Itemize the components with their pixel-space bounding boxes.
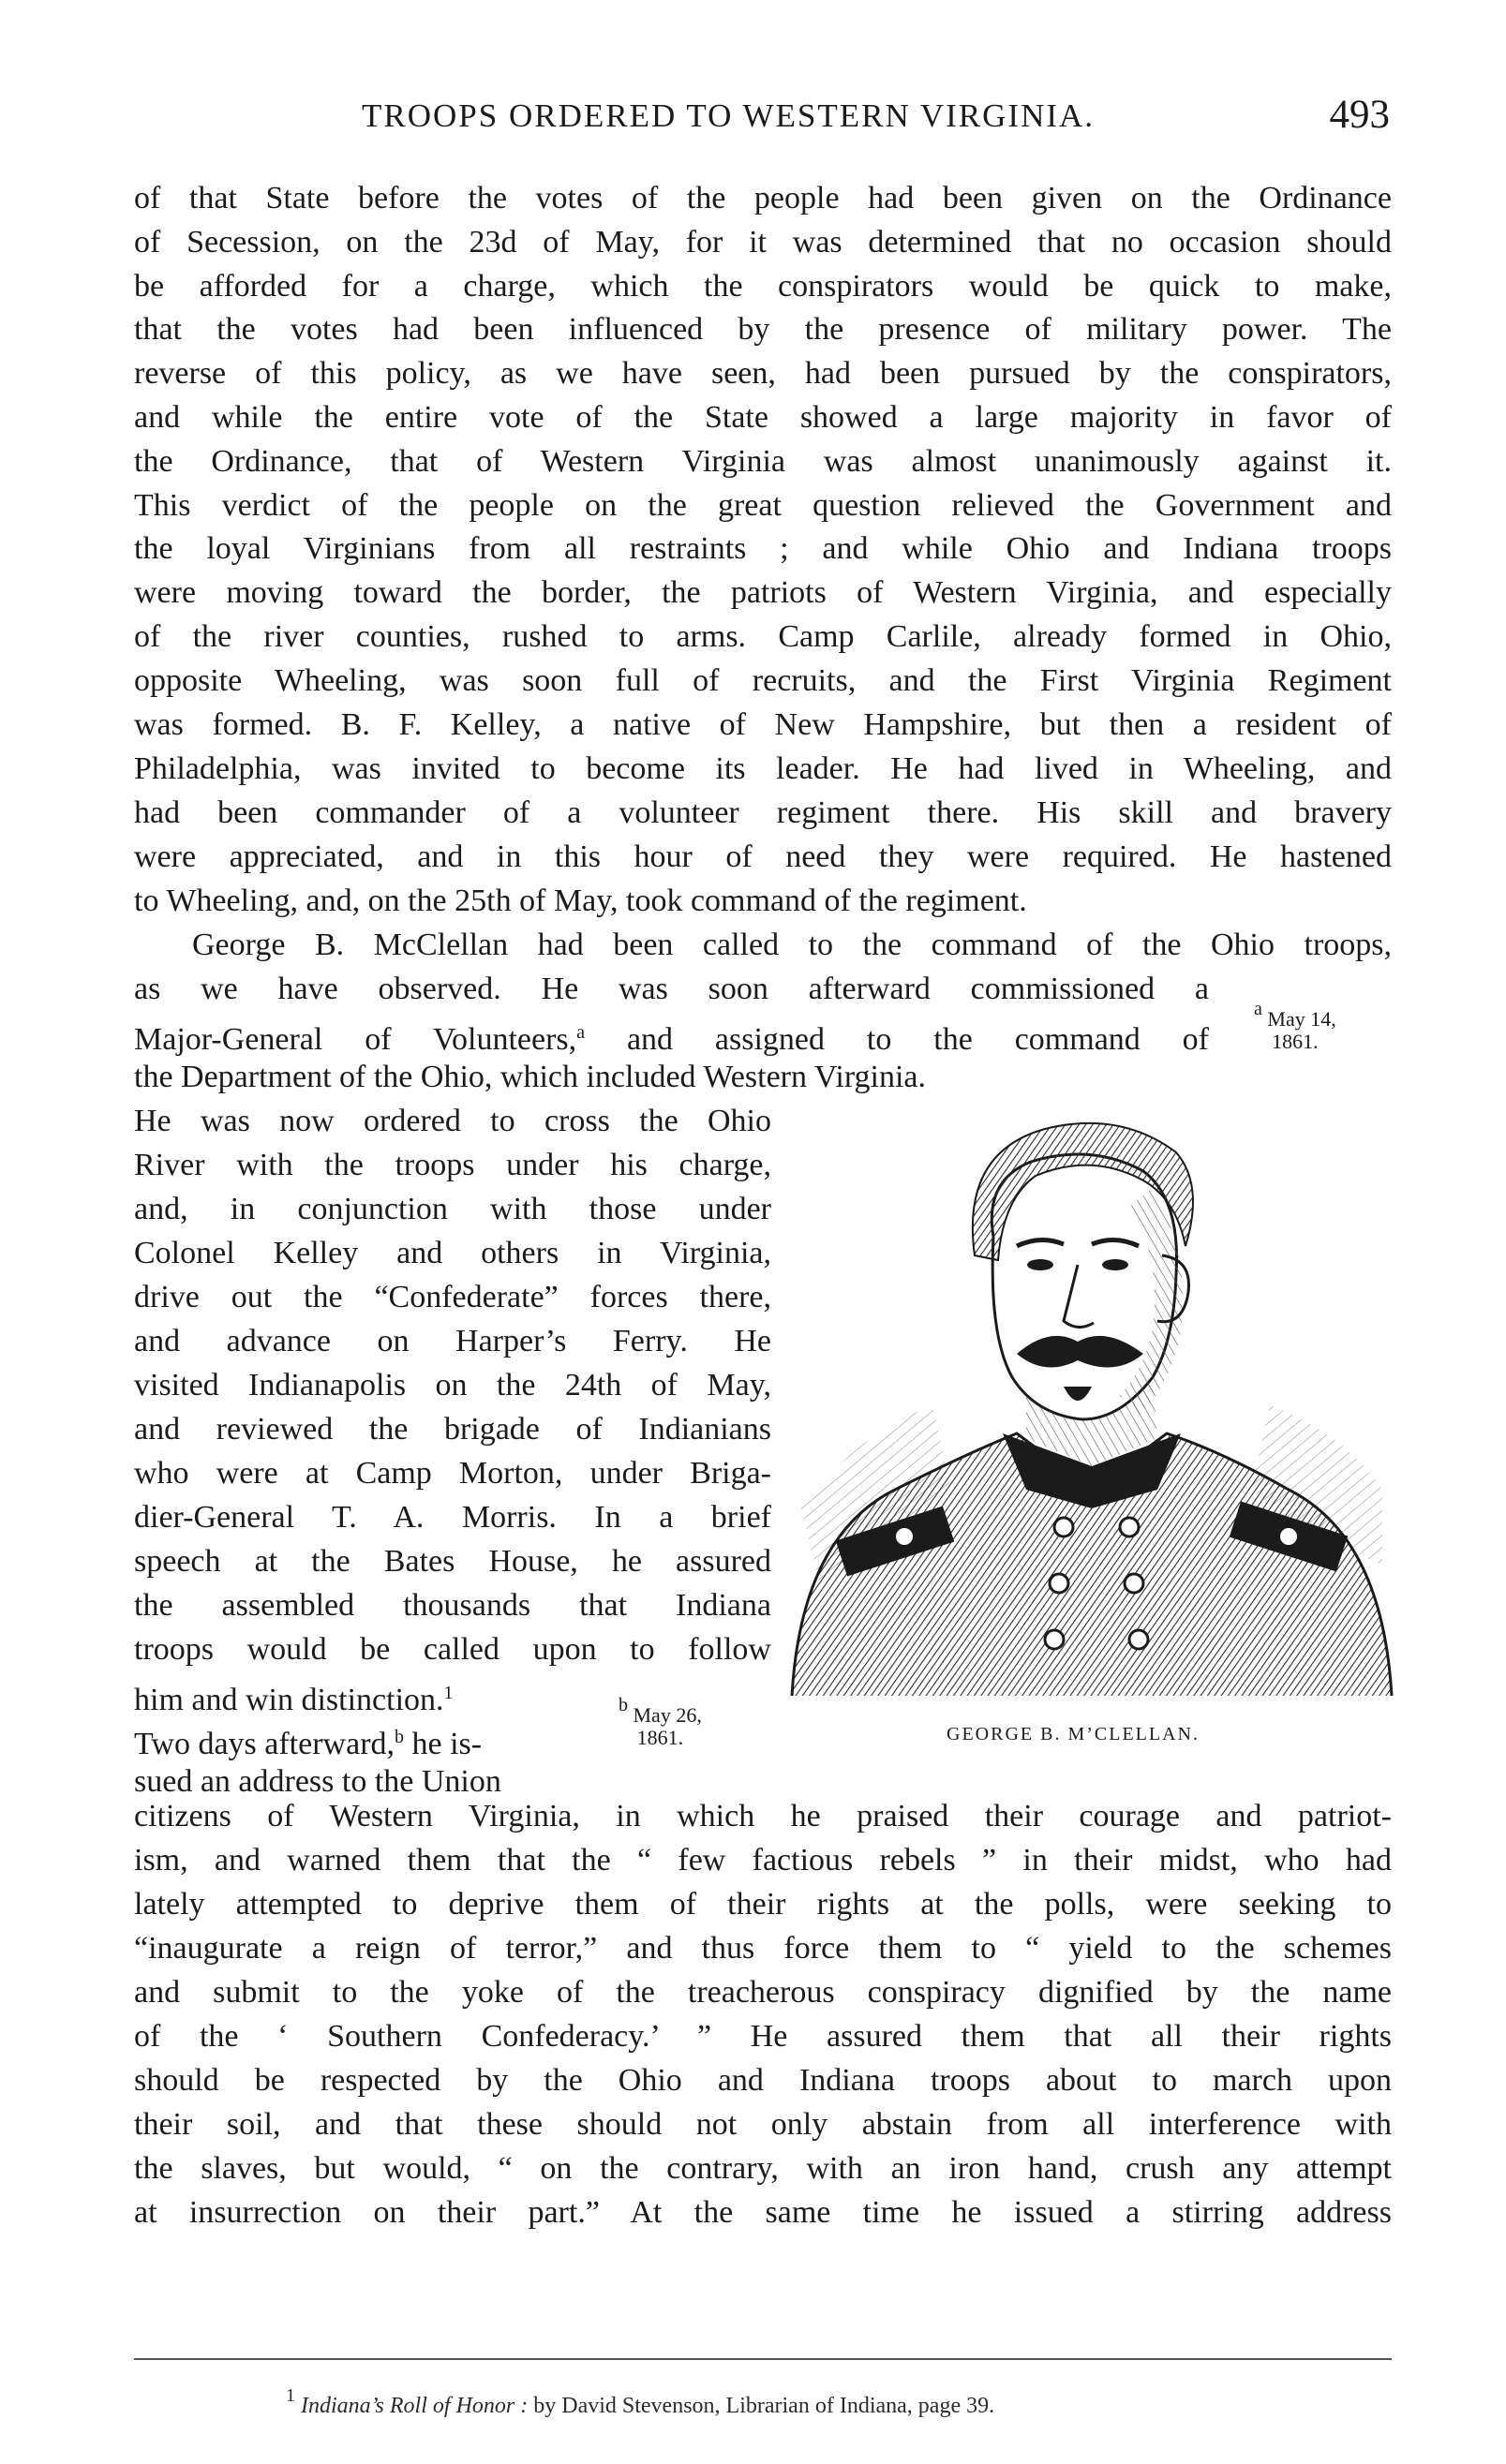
text-line: dier-General T. A. Morris. In a brief [134,1500,771,1535]
text-line: sued an address to the Union [134,1764,501,1799]
sidenote-line: May 26, [633,1703,702,1727]
paragraph-first-line: George B. McClellan had been called to the command of the Ohio troops, [192,928,1392,962]
page-header [134,92,1390,148]
text-line: He was now ordered to cross the Ohio [134,1104,771,1138]
text-line: Colonel Kelley and others in Virginia, [134,1236,771,1270]
portrait-engraving [783,1096,1401,1719]
footnote-ref-1: 1 [443,1683,454,1703]
text-line: This verdict of the people on the great question relieved the Government and [134,488,1392,523]
text-line: reverse of this policy, as we have seen, had been pursued by the conspirators, [134,356,1392,391]
sidenote-line: 1861. [636,1726,684,1749]
text-line-with-ref [134,1011,1209,1055]
text-line: should be respected by the Ohio and Indiana troops about to march upon [134,2063,1392,2098]
text-line: of the ‘ Southern Confederacy.’ ” He assured them that all their rights [134,2019,1392,2054]
text-line: of that State before the votes of the people had been given on the Ordinance [134,181,1392,215]
footnote-mark: 1 [286,2385,295,2406]
sidenote-line: May 14, [1267,1007,1336,1031]
text-line: drive out the “Confederate” forces there, [134,1280,771,1314]
text-line: of Secession, on the 23d of May, for it was determined that no occasion should [134,225,1392,260]
text-line: and advance on Harper’s Ferry. He [134,1324,771,1358]
text-line: “inaugurate a reign of terror,” and thus force them to “ yield to the schemes [134,1931,1392,1966]
text-line-with-ref [134,1671,696,1715]
figure-caption: GEORGE B. M’CLELLAN. [947,1724,1200,1744]
text-line: at insurrection on their part.” At the same time he issued a stirring address [134,2195,1392,2230]
footnote-ref-a: a [576,1022,586,1043]
sidenote-mark: a [1254,999,1262,1019]
text-line: citizens of Western Virginia, in which he praised their courage and patriot- [134,1799,1392,1833]
text-line: the loyal Virginians from all restraints ; and while Ohio and Indiana troops [134,531,1392,566]
text-line: and while the entire vote of the State showed a large majority in favor of [134,400,1392,435]
page-number: 493 [1329,93,1390,137]
text-line: the assembled thousands that Indiana [134,1588,771,1623]
running-title: TROOPS ORDERED TO WESTERN VIRGINIA. [362,97,1096,134]
text-line: visited Indianapolis on the 24th of May, [134,1368,771,1403]
text-line: to Wheeling, and, on the 25th of May, took command of the regiment. [134,883,1027,918]
text-line: lately attempted to deprive them of their rights at the polls, were seeking to [134,1887,1392,1922]
footnote-title: Indiana’s Roll of Honor : [301,2394,529,2418]
text-line: and, in conjunction with those under [134,1192,771,1226]
text-segment: him and win distinction. [134,1683,444,1717]
footnote-text: by David Stevenson, Librarian of Indiana, page 39. [533,2394,995,2418]
text-line: were moving toward the border, the patriots of Western Virginia, and especially [134,575,1392,610]
text-line: River with the troops under his charge, [134,1148,771,1182]
text-line: troops would be called upon to follow [134,1632,771,1667]
text-line: were appreciated, and in this hour of need they were required. He hastened [134,839,1392,874]
footnote-ref-b: b [395,1727,405,1747]
text-line: the Department of the Ohio, which included Western Virginia. [134,1060,927,1094]
text-segment: Major-General of Volunteers, [134,1022,577,1057]
text-line: had been commander of a volunteer regiment there. His skill and bravery [134,795,1392,830]
text-line-with-ref [134,1715,696,1759]
footnote [286,2385,994,2419]
text-line: of the river counties, rushed to arms. Camp Carlile, already formed in Ohio, [134,619,1392,654]
text-line: speech at the Bates House, he assured [134,1544,771,1579]
text-segment: he is- [411,1727,483,1761]
footnote-rule [134,2358,1392,2360]
sidenote-mark: b [619,1695,628,1715]
text-line: the Ordinance, that of Western Virginia was almost unanimously against it. [134,444,1392,479]
text-line: opposite Wheeling, was soon full of recruits, and the First Virginia Regiment [134,663,1392,698]
text-line: ism, and warned them that the “ few factious rebels ” in their midst, who had [134,1843,1392,1878]
text-line: the slaves, but would, “ on the contrary, with an iron hand, crush any attempt [134,2151,1392,2186]
text-line: and submit to the yoke of the treacherous conspiracy dignified by the name [134,1975,1392,2010]
text-line: and reviewed the brigade of Indianians [134,1412,771,1447]
margin-date-a [1254,998,1336,1053]
sidenote-line: 1861. [1272,1030,1319,1053]
text-line: Philadelphia, was invited to become its leader. He had lived in Wheeling, and [134,751,1392,786]
text-segment: Two days afterward, [134,1727,395,1761]
text-line: that the votes had been influenced by the presence of military power. The [134,312,1392,347]
text-line: was formed. B. F. Kelley, a native of New Hampshire, but then a resident of [134,707,1392,742]
text-line: who were at Camp Morton, under Briga- [134,1456,771,1491]
text-line: as we have observed. He was soon afterward commissioned a [134,972,1209,1006]
text-segment: and assigned to the command of [626,1022,1210,1057]
text-line: their soil, and that these should not only abstain from all interference with [134,2107,1392,2142]
margin-date-b [619,1694,702,1749]
text-line: be afforded for a charge, which the conspirators would be quick to make, [134,269,1392,304]
